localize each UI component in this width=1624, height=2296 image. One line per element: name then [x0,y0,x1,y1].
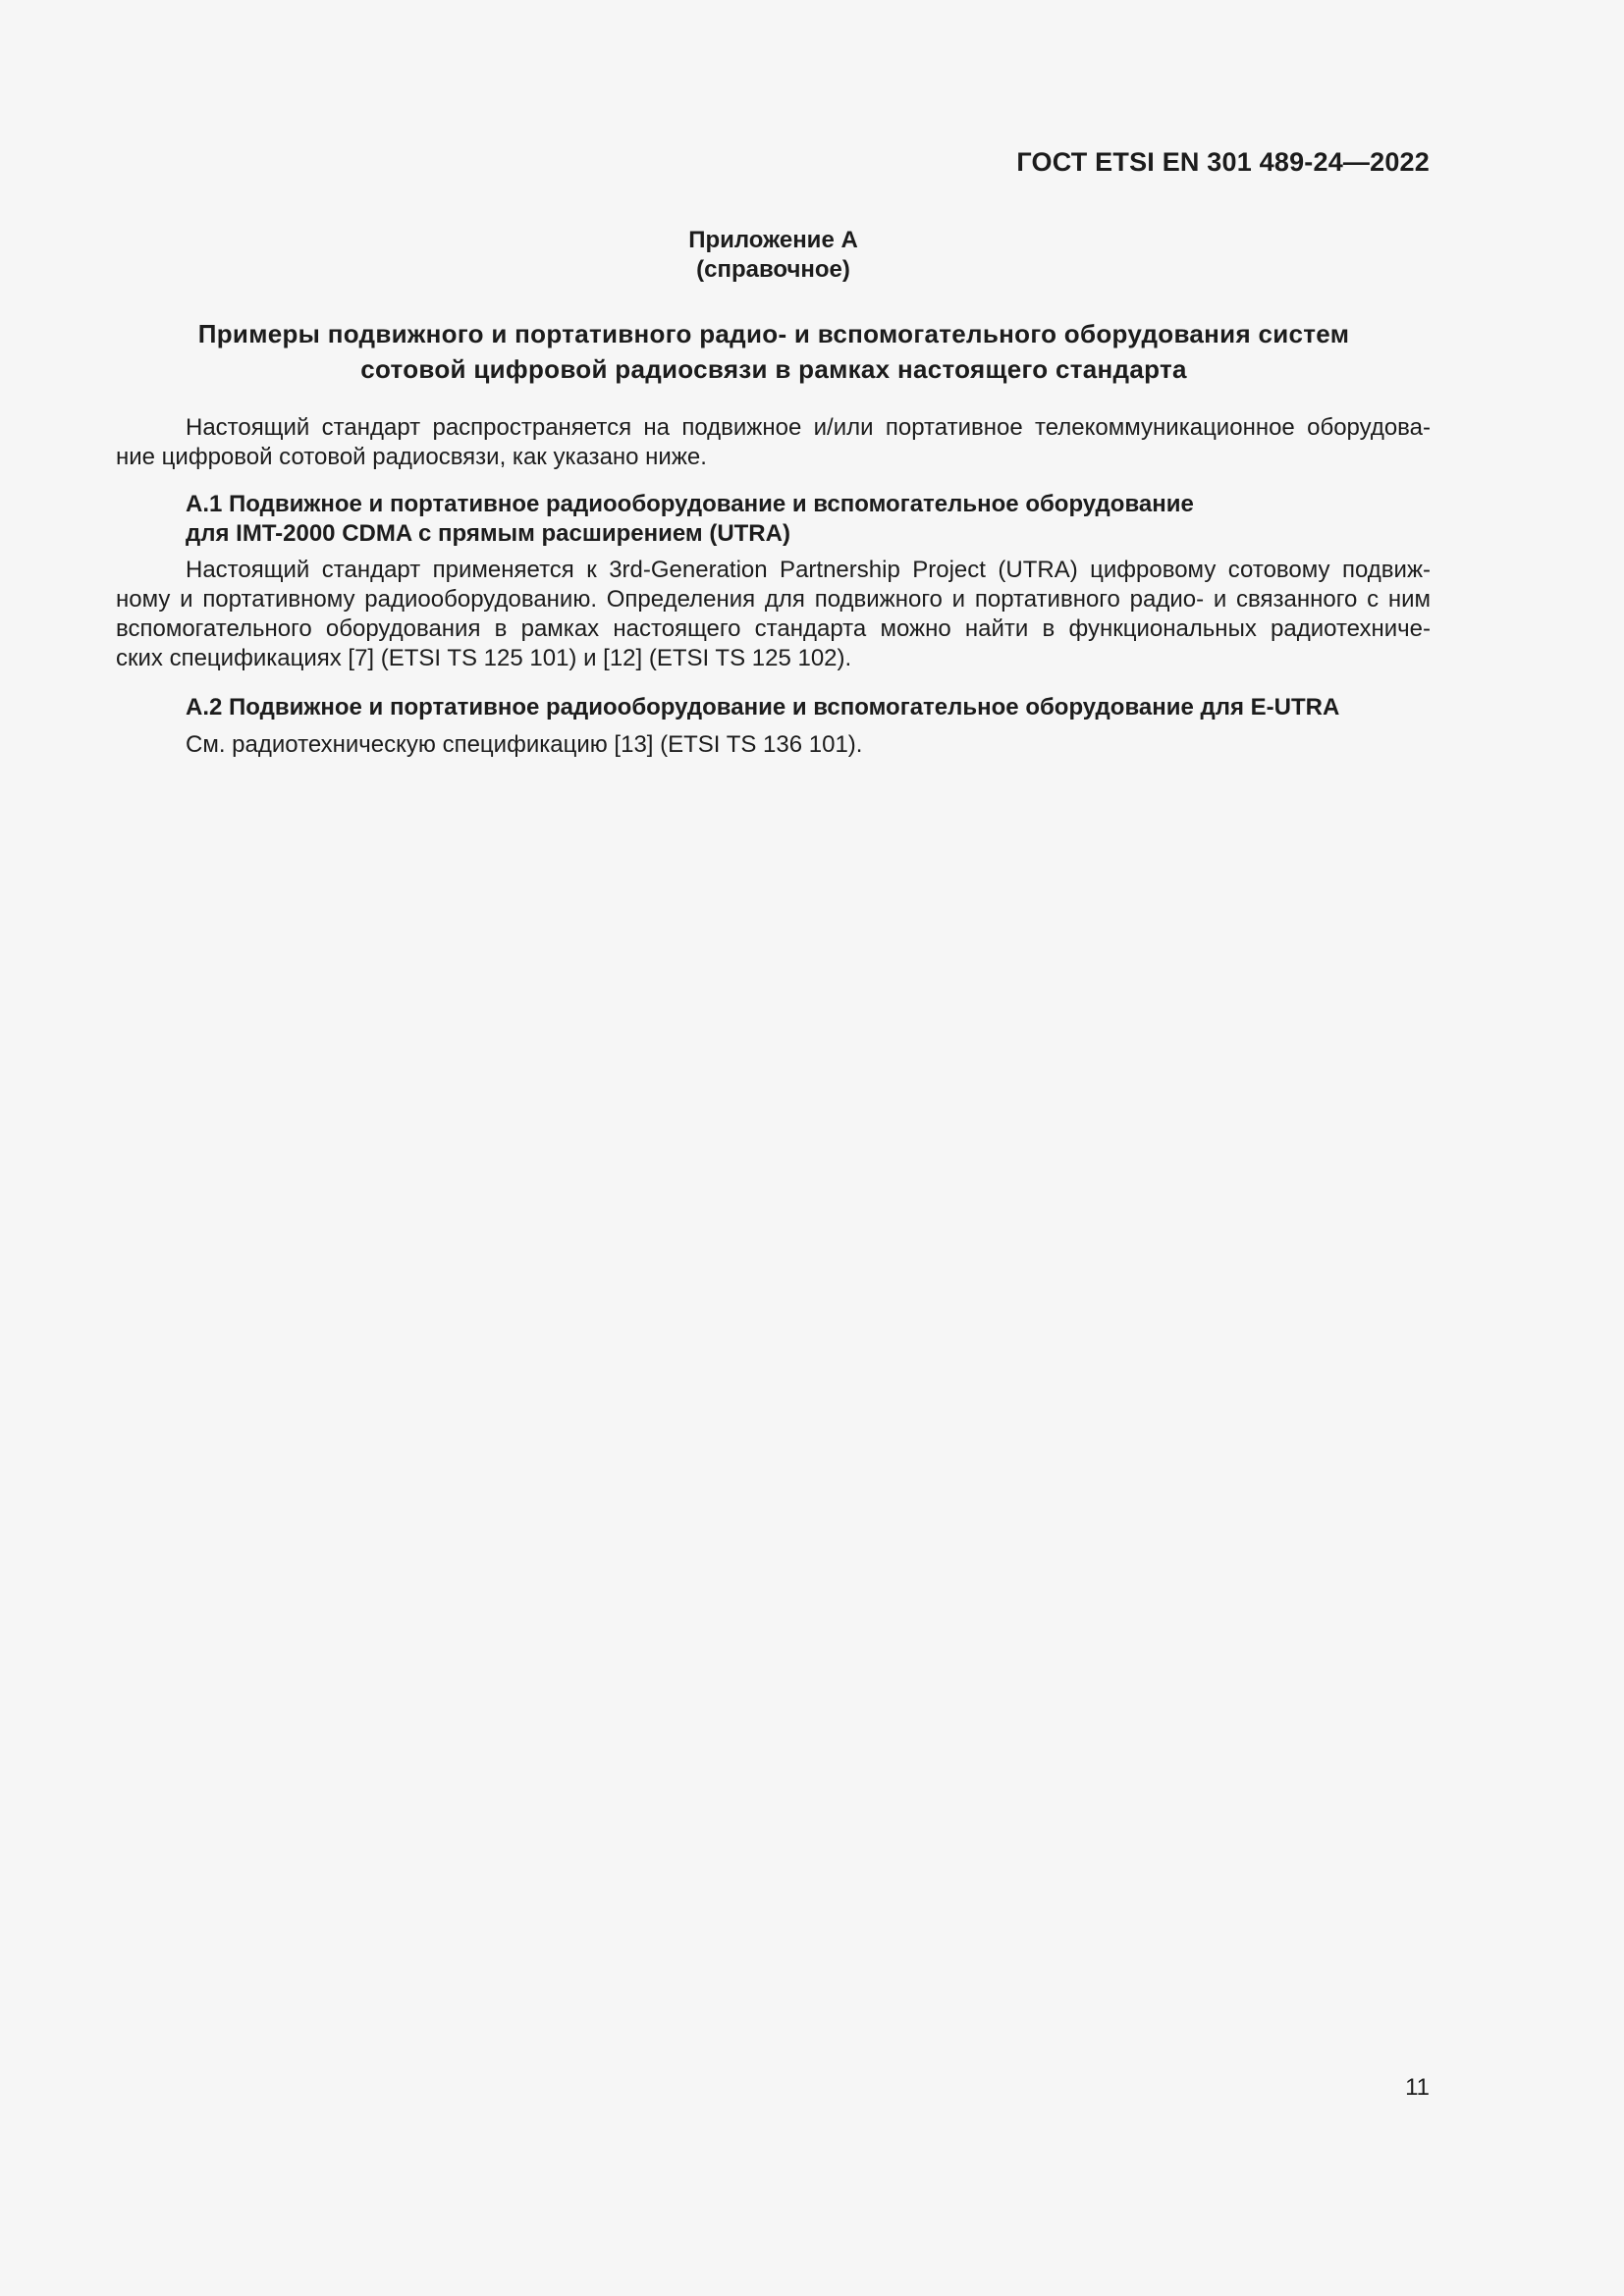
section-heading-a1 [186,490,1194,549]
page-number: 11 [1405,2074,1430,2101]
annex-label-block [0,226,1546,285]
section-heading-line: А.1 Подвижное и портативное радиооборудование и вспомогательное оборудование [186,491,1194,517]
section-a1-paragraph [116,556,1431,673]
paragraph-line: См. радиотехническую спецификацию [13] (ETSI TS 136 101). [186,731,863,758]
paragraph-line: Настоящий стандарт применяется к 3rd-Generation Partnership Project (UTRA) цифровому сотовому подвиж- [186,557,1431,583]
paragraph-line: ние цифровой сотовой радиосвязи, как указано ниже. [116,444,707,470]
annex-title [116,316,1432,387]
intro-paragraph [116,413,1431,472]
annex-label: Приложение А [688,227,858,253]
paragraph-line: вспомогательного оборудования в рамках настоящего стандарта можно найти в функциональных радиотехниче- [116,615,1431,642]
section-a2-paragraph [116,730,1431,760]
annex-type: (справочное) [696,256,850,283]
section-heading-line: для IMT-2000 CDMA с прямым расширением (UTRA) [186,520,790,547]
annex-title-line: Примеры подвижного и портативного радио- и вспомогательного оборудования систем [197,319,1350,348]
paragraph-line: ских спецификациях [7] (ETSI TS 125 101) и [12] (ETSI TS 125 102). [116,645,852,671]
paragraph-line: ному и портативному радиооборудованию. Определения для подвижного и портативного радио- и связанного с ним [116,586,1431,613]
paragraph-line: Настоящий стандарт распространяется на подвижное и/или портативное телекоммуникационное оборудова- [186,414,1431,441]
annex-title-line: сотовой цифровой радиосвязи в рамках настоящего стандарта [360,354,1187,384]
section-heading-a2: А.2 Подвижное и портативное радиооборудование и вспомогательное оборудование для E-UTRA [186,694,1340,721]
document-header-id: ГОСТ ETSI EN 301 489-24—2022 [1016,147,1430,177]
